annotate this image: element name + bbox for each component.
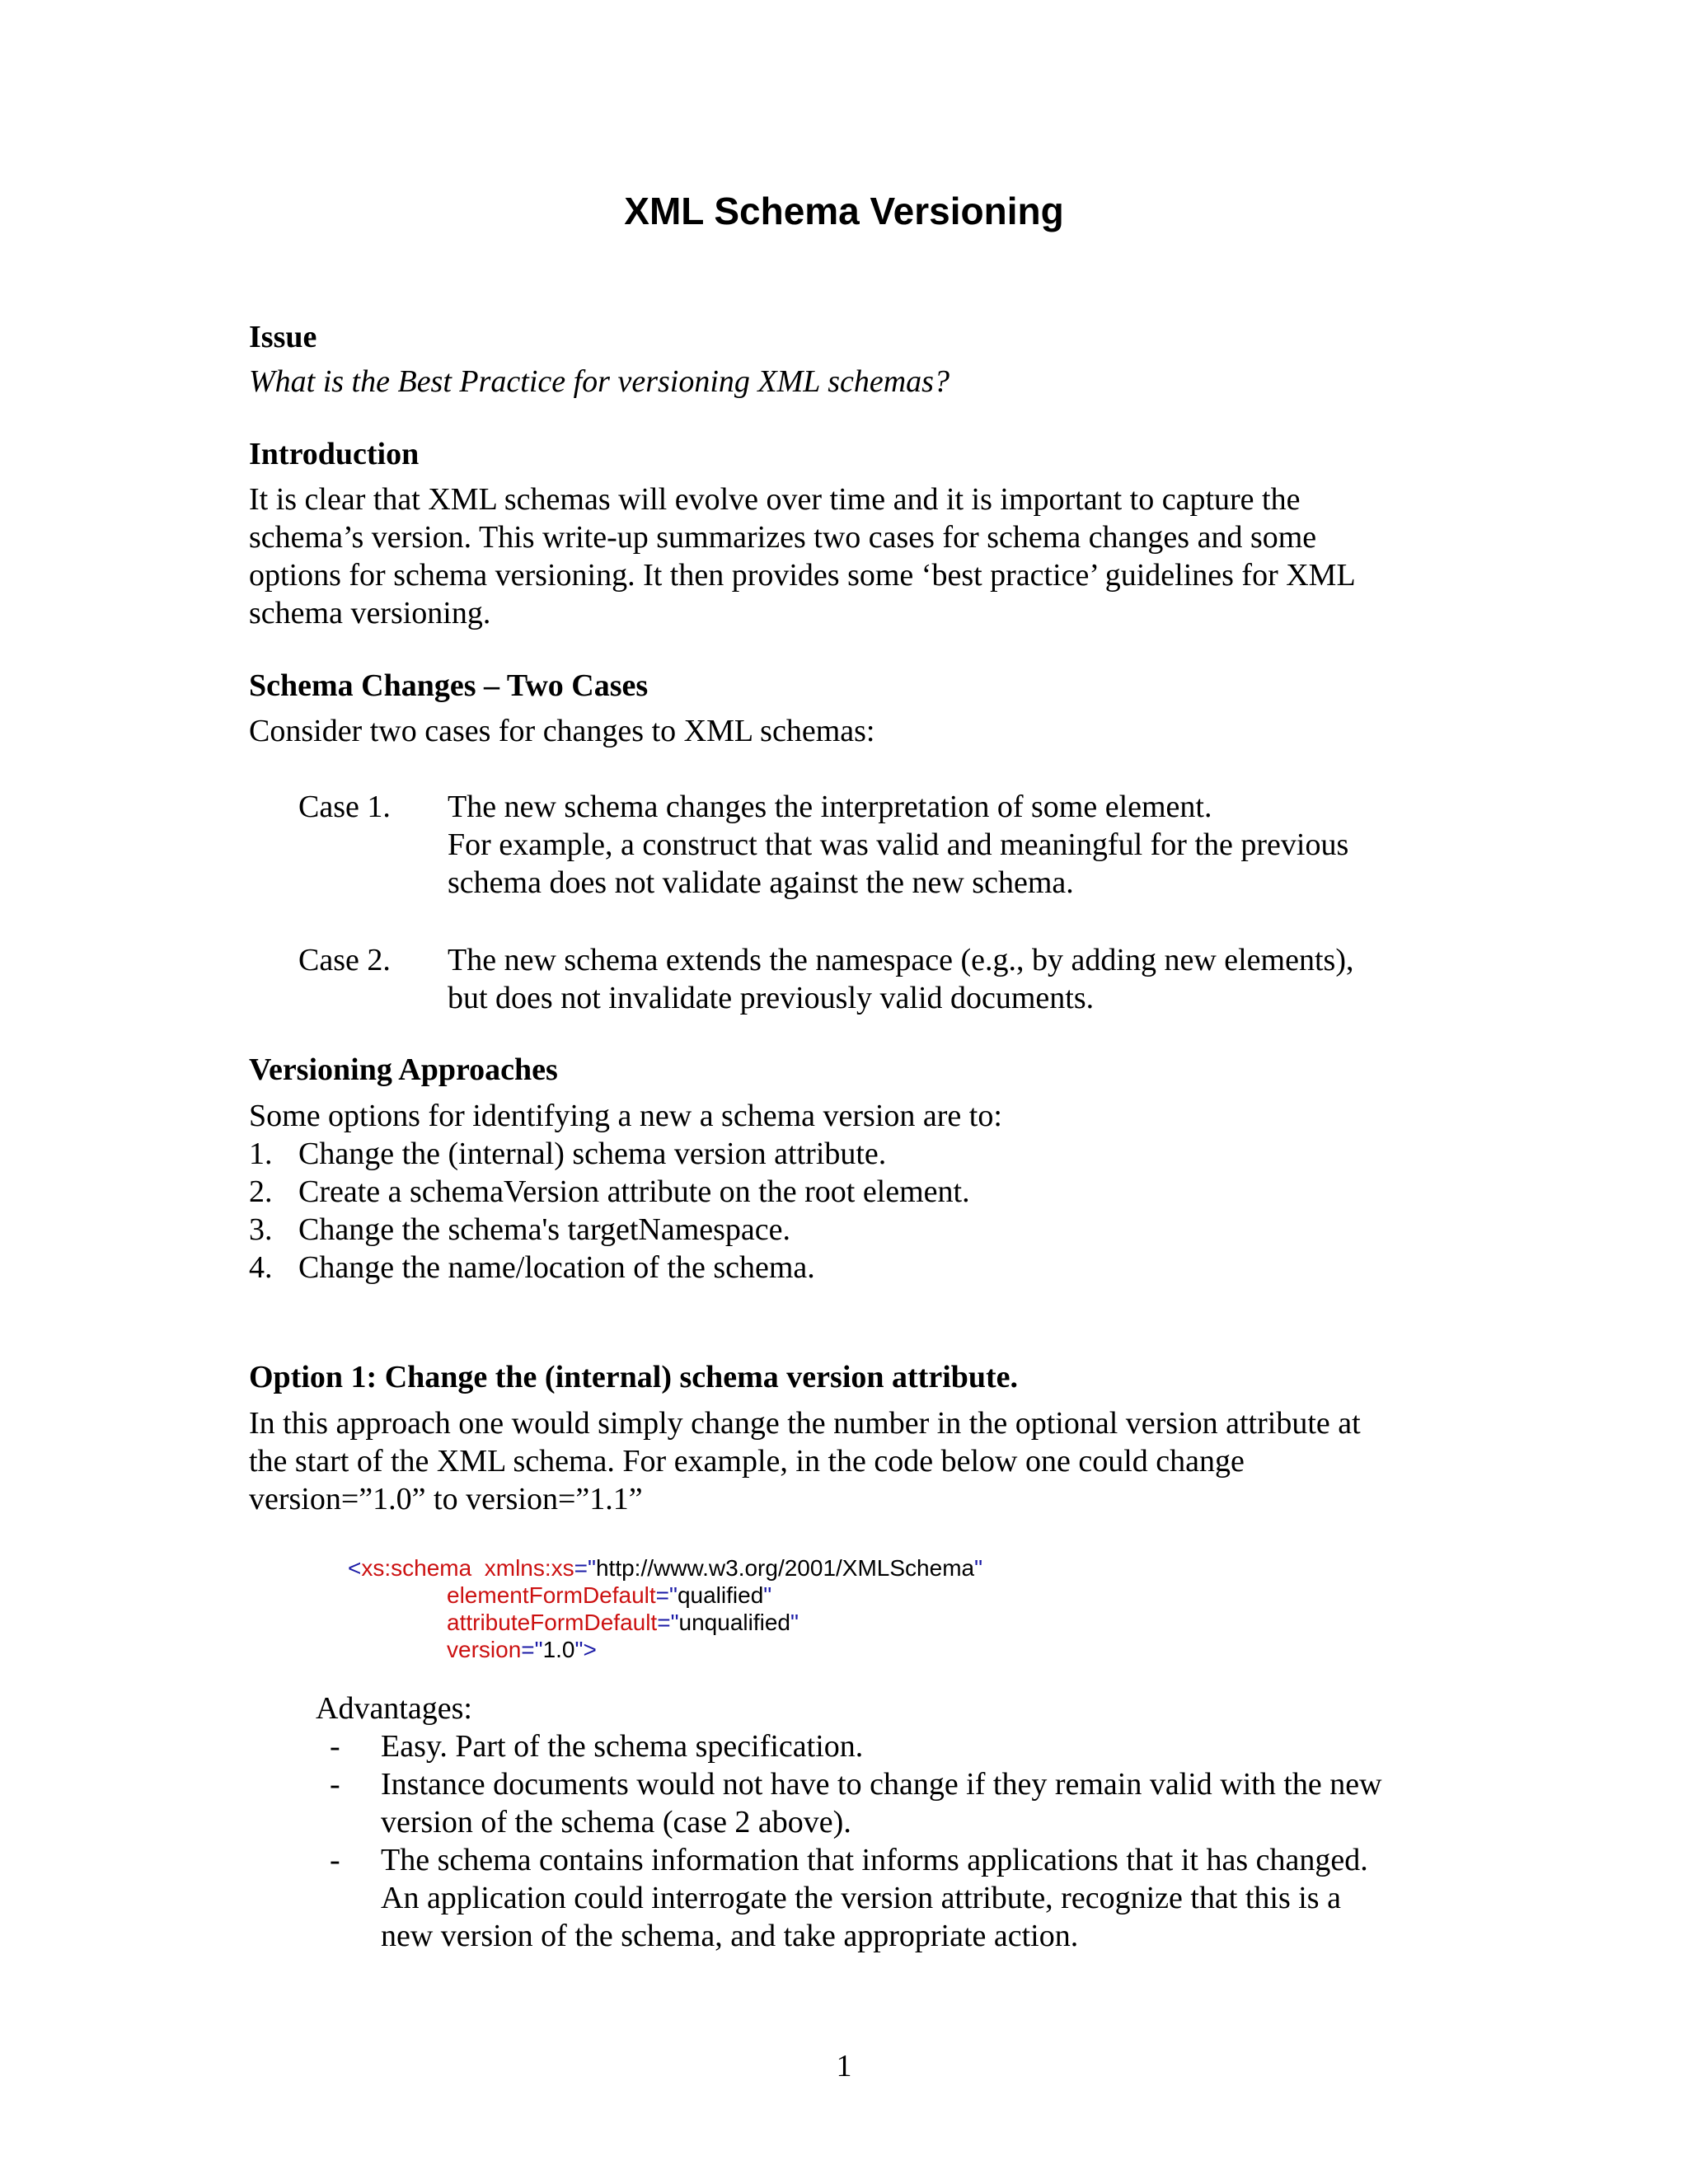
code-open-bracket: <: [348, 1555, 362, 1581]
case-line: The new schema changes the interpretation of some element.: [448, 790, 1212, 824]
advantage-line: An application could interrogate the version attribute, recognize that this is a: [381, 1881, 1341, 1915]
code-equals: =: [657, 1610, 671, 1635]
code-line: [348, 1609, 982, 1636]
code-attr-value: 1.0: [542, 1637, 575, 1662]
schema-changes-intro: Consider two cases for changes to XML schemas:: [249, 714, 875, 748]
code-tag: xs:schema: [361, 1555, 472, 1581]
code-quote: ": [534, 1637, 543, 1662]
paragraph-line: version=”1.0” to version=”1.1”: [249, 1482, 643, 1516]
document-title: XML Schema Versioning: [624, 190, 1064, 232]
code-line: [348, 1554, 982, 1582]
list-number: 1.: [249, 1137, 273, 1171]
advantage-item: [381, 1841, 1368, 1955]
code-equals: =: [655, 1582, 670, 1608]
code-attr-value: unqualified: [678, 1610, 790, 1635]
code-quote: ": [670, 1610, 679, 1635]
code-attr-value: http://www.w3.org/2001/XMLSchema: [595, 1555, 975, 1581]
schema-changes-heading: Schema Changes – Two Cases: [249, 668, 649, 703]
code-attr-name: xmlns:xs: [484, 1555, 574, 1581]
advantage-line: Instance documents would not have to change if they remain valid with the new: [381, 1767, 1382, 1802]
paragraph-line: options for schema versioning. It then provides some ‘best practice’ guidelines for XML: [249, 558, 1356, 593]
list-item: Change the name/location of the schema.: [298, 1250, 815, 1285]
code-line: [348, 1636, 982, 1663]
code-sample: [348, 1554, 982, 1663]
introduction-paragraph: [249, 480, 1452, 632]
case-line: schema does not validate against the new schema.: [448, 865, 1074, 900]
code-equals: =: [574, 1555, 588, 1581]
code-quote: ": [574, 1637, 584, 1662]
advantage-line: Easy. Part of the schema specification.: [381, 1729, 864, 1764]
code-quote: ": [790, 1610, 799, 1635]
paragraph-line: schema’s version. This write-up summarizes two cases for schema changes and some: [249, 520, 1317, 555]
advantage-bullet: -: [330, 1729, 340, 1764]
case-line: but does not invalidate previously valid documents.: [448, 981, 1095, 1015]
list-number: 3.: [249, 1212, 273, 1247]
list-item: Create a schemaVersion attribute on the root element.: [298, 1174, 970, 1209]
code-quote: ": [763, 1582, 772, 1608]
code-quote: ": [669, 1582, 678, 1608]
issue-question: What is the Best Practice for versioning XML schemas?: [249, 364, 950, 399]
code-equals: =: [521, 1637, 535, 1662]
issue-heading: Issue: [249, 320, 317, 354]
advantage-line: version of the schema (case 2 above).: [381, 1805, 851, 1840]
code-attr-value: qualified: [677, 1582, 764, 1608]
list-number: 2.: [249, 1174, 273, 1209]
page-number: 1: [836, 2049, 852, 2083]
code-attr-name: version: [447, 1637, 522, 1662]
advantages-heading: Advantages:: [316, 1691, 472, 1726]
code-quote: ": [588, 1555, 596, 1581]
code-attr-name: elementFormDefault: [447, 1582, 656, 1608]
case-line: The new schema extends the namespace (e.g., by adding new elements),: [448, 943, 1354, 977]
versioning-heading: Versioning Approaches: [249, 1052, 558, 1087]
advantage-bullet: -: [330, 1843, 340, 1877]
list-item: Change the (internal) schema version attribute.: [298, 1137, 887, 1171]
versioning-intro: Some options for identifying a new a schema version are to:: [249, 1099, 1002, 1133]
introduction-heading: Introduction: [249, 437, 420, 471]
case-line: For example, a construct that was valid and meaningful for the previous: [448, 827, 1349, 862]
code-close-bracket: >: [583, 1637, 597, 1662]
paragraph-line: the start of the XML schema. For example, in the code below one could change: [249, 1444, 1245, 1479]
list-item: Change the schema's targetNamespace.: [298, 1212, 791, 1247]
case-1-text: [448, 788, 1348, 902]
case-1-label: Case 1.: [298, 790, 391, 824]
paragraph-line: In this approach one would simply change the number in the optional version attribute at: [249, 1406, 1361, 1441]
code-attr-name: attributeFormDefault: [447, 1610, 658, 1635]
paragraph-line: It is clear that XML schemas will evolve over time and it is important to capture the: [249, 482, 1301, 517]
paragraph-line: schema versioning.: [249, 596, 491, 630]
case-2-text: [448, 941, 1353, 1017]
option-1-paragraph: [249, 1404, 1452, 1518]
code-quote: ": [974, 1555, 983, 1581]
advantage-line: The schema contains information that informs applications that it has changed.: [381, 1843, 1368, 1877]
advantage-line: new version of the schema, and take appropriate action.: [381, 1919, 1079, 1953]
list-number: 4.: [249, 1250, 273, 1285]
advantage-bullet: -: [330, 1767, 340, 1802]
case-2-label: Case 2.: [298, 943, 391, 977]
advantage-item: [381, 1727, 863, 1765]
code-line: [348, 1582, 982, 1609]
option-1-heading: Option 1: Change the (internal) schema version attribute.: [249, 1360, 1019, 1394]
advantage-item: [381, 1765, 1382, 1841]
